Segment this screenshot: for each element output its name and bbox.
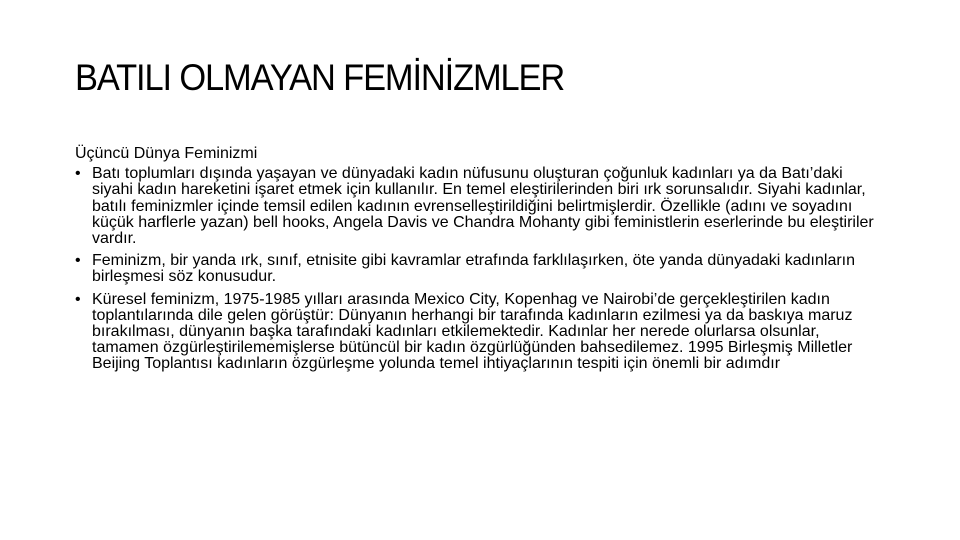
bullet-text: Küresel feminizm, 1975-1985 yılları arasında Mexico City, Kopenhag ve Nairobi’de gerçekleştirilen kadın toplantılarında dile gelen görüştür: Dünyanın herhangi bir tarafında kadınların ezilmesi ya da baskıya maruz bırakılması, dünyanın başka tarafındaki kadınları etkilemektedir. Kadınlar her nerede olurlarsa olsunlar, tamamen özgürleştirilememişlerse bütüncül bir kadın özgürlüğünden bahsedilemez. 1995 Birleşmiş Milletler Beijing Toplantısı kadınların özgürleşme yolunda temel ihtiyaçlarının tespiti için önemli bir adımdır (92, 290, 853, 373)
bullet-list (75, 166, 885, 372)
slide-content (75, 146, 885, 379)
section-heading: Üçüncü Dünya Feminizmi (75, 145, 258, 162)
bullet-text: Batı toplumları dışında yaşayan ve dünyadaki kadın nüfusunu oluşturan çoğunluk kadınları ya da Batı’daki siyahi kadın hareketini işaret etmek için kullanılır. En temel eleştirilerinden biri ırk sorunsalıdır. Siyahi kadınlar, batılı feminizmler içinde temsil edilen kadının evrenselleştirildiğini belirtmişlerdir. Özellikle (adını ve soyadını küçük harflerle yazan) bell hooks, Angela Davis ve Chandra Mohanty gibi feministlerin eserlerinde bu eleştiriler vardır. (92, 165, 874, 248)
bullet-item (75, 253, 885, 285)
bullet-marker: • (75, 290, 81, 308)
bullet-item (75, 166, 885, 247)
bullet-item (75, 292, 885, 373)
bullet-text: Feminizm, bir yanda ırk, sınıf, etnisite gibi kavramlar etrafında farklılaşırken, öte yanda dünyadaki kadınların birleşmesi söz konusudur. (92, 252, 856, 286)
slide-title: BATILI OLMAYAN FEMİNİZMLER (75, 57, 565, 98)
bullet-marker: • (75, 165, 81, 183)
bullet-marker: • (75, 252, 81, 270)
